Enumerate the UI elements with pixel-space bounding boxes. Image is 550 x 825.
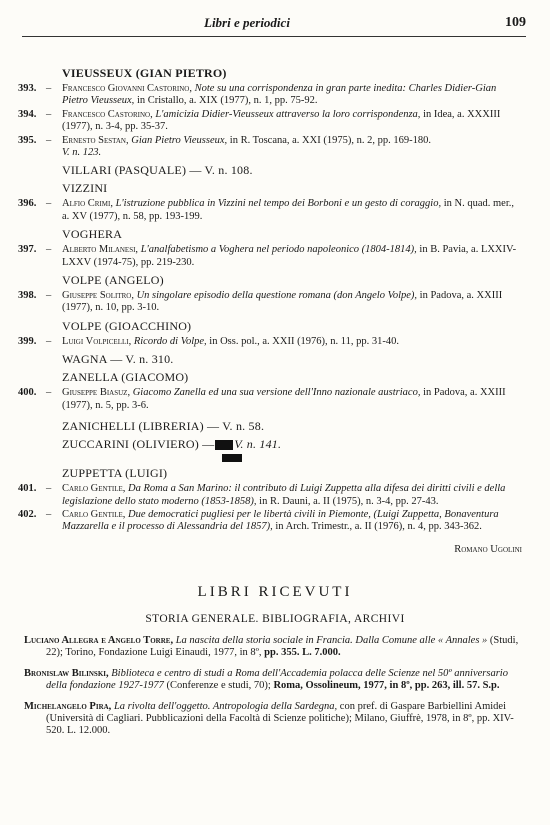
entry-number: 393.: [18, 83, 37, 94]
entry-number: 398.: [18, 290, 37, 302]
entry-heading: VILLARI (PASQUALE) — V. n. 108.: [62, 163, 253, 178]
entry-title: L'analfabetismo a Voghera nel periodo napoleonico (1804-1814),: [140, 244, 417, 256]
entry-number: 402.: [18, 508, 37, 520]
entry-number: 400.: [18, 387, 37, 399]
entry-cross-reference: V. n. 123.: [62, 147, 102, 159]
entry-heading: ZUCCARINI (OLIVIERO) — V. n. 141.: [62, 437, 282, 452]
bibliography-entry: 402. – Carlo Gentile, Due democratici pugliesi per le libertà civili in Piemonte, (Luigi Zuppetta, Bonaventura Mazzarella e il processo di Alessandria del 1857), in Arch. Trimestr., a. II (1976), n. 4, pp. 343-362.: [18, 508, 499, 533]
entry-title: Gian Pietro Vieusseux,: [131, 134, 228, 146]
entry-title: Giacomo Zanella ed una sua versione dell'Inno nazionale austriaco,: [132, 387, 421, 399]
book-title: Biblioteca e centro di studi a Roma dell'Accademia polacca delle Scienze nel 50º anniversario della fondazione 1927-1977: [46, 667, 508, 692]
entry-source: in B. Pavia, a. LXXIV-LXXV (1974-75), pp. 219-230.: [62, 244, 517, 268]
entry-source: in Padova, a. XXIII (1977), n. 5, pp. 3-6.: [62, 387, 506, 411]
entry-author: Giuseppe Solitro,: [62, 290, 134, 302]
bibliography-entry: 395. – Ernesto Sestan, Gian Pietro Vieusseux, in R. Toscana, a. XXI (1975), n. 2, pp. 169-180. V. n. 123.: [0, 135, 550, 160]
entry-number: 394.: [18, 108, 37, 120]
entry-title: Un singolare episodio della questione romana (don Angelo Volpe),: [136, 290, 418, 302]
entry-number: 397.: [18, 244, 37, 256]
entry-title: Due democratici pugliesi per le libertà civili in Piemonte, (Luigi Zuppetta, Bonaventura Mazzarella e il processo di Alessandria del 1857),: [62, 508, 499, 533]
entry-number: 396.: [18, 198, 37, 210]
book-entry: [0, 668, 550, 693]
entry-heading: VIZZINI: [62, 181, 108, 196]
entry-author: Luigi Volpicelli,: [62, 335, 132, 347]
bibliography-entry: 400. – Giuseppe Biasuz, Giacomo Zanella ed una sua versione dell'Inno nazionale austriaco, in Padova, a. XXIII (1977), n. 5, pp. 3-6.: [18, 387, 506, 411]
entry-title: L'istruzione pubblica in Vizzini nel tempo dei Borboni e un gesto di coraggio,: [115, 198, 442, 210]
entry-source: in Padova, a. XXIII (1977), n. 10, pp. 3-10.: [62, 290, 503, 314]
entry-number: 395.: [18, 134, 37, 146]
entry-source: in Oss. pol., a. XXII (1976), n. 11, pp. 31-40.: [209, 335, 400, 347]
book-details: (Studi, 22); Torino, Fondazione Luigi Einaudi, 1977, in 8º,: [46, 634, 519, 659]
bibliography-body: [0, 66, 550, 746]
book-entry: [0, 635, 550, 660]
entry-heading: ZANICHELLI (LIBRERIA) — V. n. 58.: [62, 419, 265, 434]
entry-title: L'amicizia Didier-Vieusseux attraverso la loro corrispondenza,: [155, 108, 421, 120]
entry-author: Giuseppe Biasuz,: [62, 387, 131, 399]
entry-source: in Idea, a. XXXIII (1977), n. 3-4, pp. 35-37.: [62, 108, 501, 133]
ink-smudge: [215, 440, 233, 450]
bibliography-entry: 399. – Luigi Volpicelli, Ricordo di Volpe, in Oss. pol., a. XXII (1976), n. 11, pp. 31-40.: [18, 335, 400, 347]
book-title: La nascita della storia sociale in Francia. Dalla Comune alle « Annales »: [175, 634, 488, 646]
book-author: Bronislaw Bilinski,: [24, 667, 109, 679]
book-details: (Conferenze e studi, 70);: [166, 680, 271, 692]
entry-number: 399.: [18, 335, 37, 347]
entry-heading: VIEUSSEUX (GIAN PIETRO): [62, 66, 227, 80]
entry-heading: WAGNA — V. n. 310.: [62, 352, 174, 367]
entry-title: Da Roma a San Marino: il contributo di Luigi Zuppetta alla difesa dei diritti civili e della legislazione dello stato moderno (1853-1858),: [62, 483, 506, 507]
book-entry: [0, 701, 550, 738]
bibliography-entry: 398. – Giuseppe Solitro, Un singolare episodio della questione romana (don Angelo Volpe), in Padova, a. XXIII (1977), n. 10, pp. 3-10.: [18, 290, 503, 314]
bibliography-entry: 397. – Alberto Milanesi, L'analfabetismo a Voghera nel periodo napoleonico (1804-1814), in B. Pavia, a. LXXIV-LXXV (1974-75), pp. 219-230.: [18, 244, 517, 268]
book-price: Roma, Ossolineum, 1977, in 8º, pp. 263, ill. 57. S.p.: [273, 680, 500, 692]
section-subtitle: STORIA GENERALE. BIBLIOGRAFIA, ARCHIVI: [145, 612, 405, 625]
entry-heading: VOGHERA: [62, 227, 123, 242]
entry-source: in N. quad. mer., a. XV (1977), n. 58, pp. 193-199.: [62, 198, 514, 222]
bibliography-entry: 394. – Francesco Castorino, L'amicizia Didier-Vieusseux attraverso la loro corrispondenza, in Idea, a. XXXIII (1977), n. 3-4, pp. 35-37.: [18, 108, 501, 133]
entry-source: in Cristallo, a. XIX (1977), n. 1, pp. 75-92.: [136, 95, 318, 107]
entry-title: Ricordo di Volpe,: [133, 335, 207, 347]
entry-author: Francesco Castorino,: [62, 108, 153, 120]
bibliography-entry: 396. – Alfio Crimi, L'istruzione pubblica in Vizzini nel tempo dei Borboni e un gesto di coraggio, in N. quad. mer., a. XV (1977), n. 58, pp. 193-199.: [18, 198, 514, 222]
bibliography-entry: 393. – Francesco Giovanni Castorino, Note su una corrispondenza in gran parte inedita: Charles Didier-Gian Pietro Vieusseux, in Cristallo, a. XIX (1977), n. 1, pp. 75-92.: [18, 83, 497, 107]
entry-number: 401.: [18, 483, 37, 495]
entry-author: Alberto Milanesi,: [62, 244, 139, 256]
running-title: Libri e periodici: [204, 15, 290, 30]
entry-heading: ZANELLA (GIACOMO): [62, 370, 189, 385]
reviewer-signature: Romano Ugolini: [454, 543, 522, 555]
book-details: con pref. di Gaspare Barbiellini Amidei (Università di Cagliari. Pubblicazioni della Facoltà di Scienze politiche); Milano, Giuffrè, 1978, in 8º, pp. XIV-520. L. 12.000.: [46, 700, 514, 737]
entry-heading: VOLPE (ANGELO): [62, 273, 164, 288]
entry-author: Ernesto Sestan,: [62, 134, 129, 146]
running-header: [22, 17, 526, 33]
entry-author: Francesco Giovanni Castorino,: [62, 83, 192, 94]
entry-heading: VOLPE (GIOACCHINO): [62, 318, 192, 333]
entry-heading: ZUPPETTA (LUIGI): [62, 466, 168, 481]
ink-smudge: [222, 454, 242, 462]
book-price: pp. 355. L. 7.000.: [264, 647, 341, 659]
entry-author: Carlo Gentile,: [62, 483, 126, 495]
entry-title: Note su una corrispondenza in gran parte inedita: Charles Didier-Gian Pietro Vieusseux,: [62, 83, 497, 107]
section-title: LIBRI RICEVUTI: [197, 584, 353, 601]
entry-source: in Arch. Trimestr., a. II (1976), n. 4, pp. 343-362.: [275, 521, 482, 533]
entry-source: in R. Dauni, a. II (1975), n. 3-4, pp. 27-43.: [259, 495, 439, 507]
entry-author: Alfio Crimi,: [62, 198, 113, 210]
book-title: La rivolta dell'oggetto. Antropologia della Sardegna,: [113, 700, 338, 712]
bibliography-entry: 401. – Carlo Gentile, Da Roma a San Marino: il contributo di Luigi Zuppetta alla difesa dei diritti civili e della legislazione dello stato moderno (1853-1858), in R. Dauni, a. II (1975), n. 3-4, pp. 27-43.: [18, 483, 506, 507]
book-author: Luciano Allegra e Angelo Torre,: [24, 634, 174, 646]
page-number: 109: [505, 15, 526, 30]
book-author: Michelangelo Pira,: [24, 700, 112, 712]
entry-source: in R. Toscana, a. XXI (1975), n. 2, pp. 169-180.: [229, 134, 431, 146]
entry-author: Carlo Gentile,: [62, 508, 126, 520]
header-rule: [22, 36, 526, 37]
